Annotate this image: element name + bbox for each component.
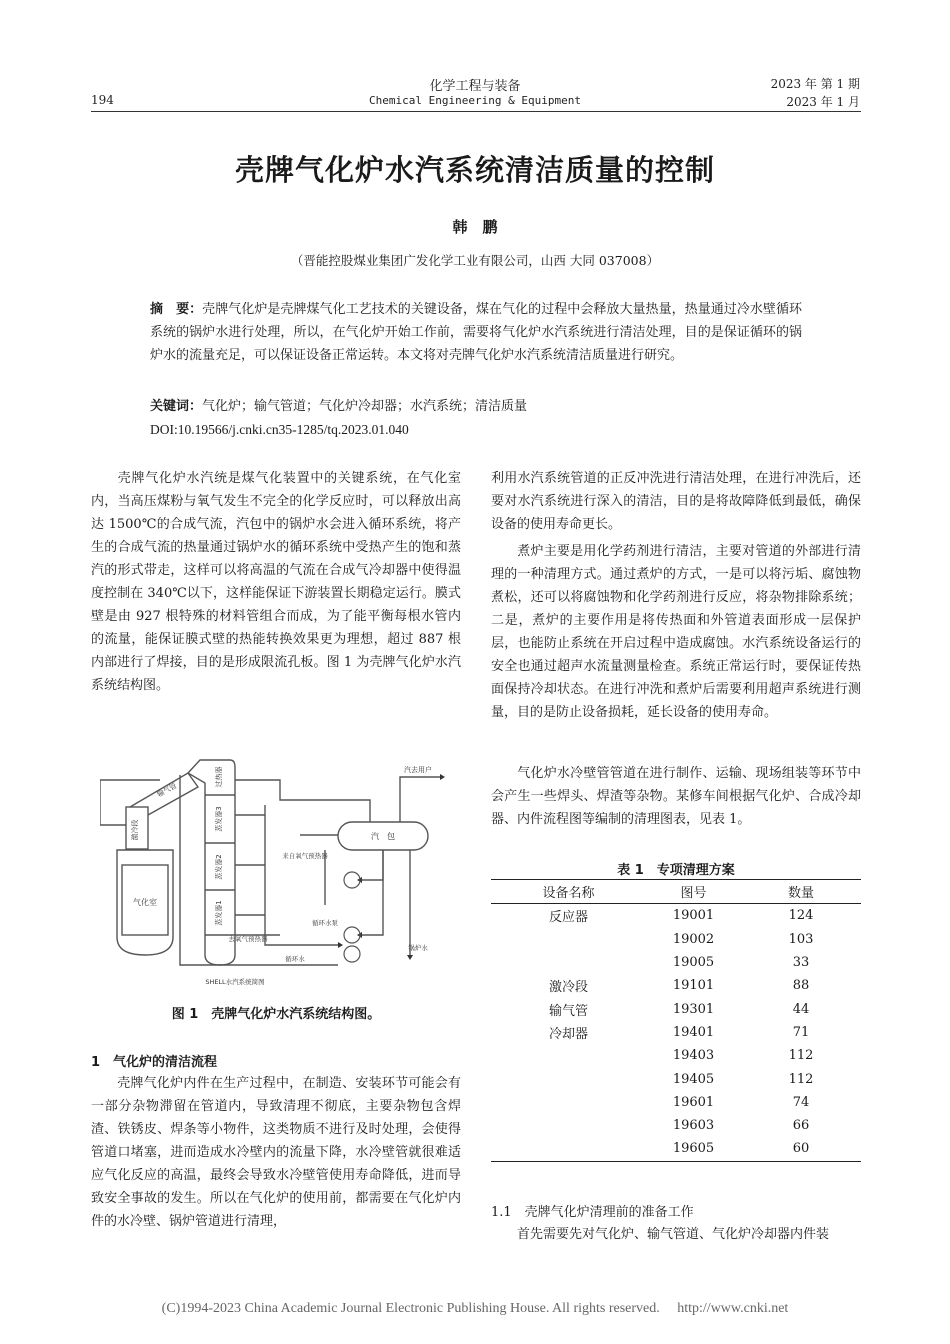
label-evap2: 蒸发器2	[215, 854, 223, 880]
table-cell: 71	[792, 1024, 810, 1040]
table-header-row	[491, 880, 861, 904]
keywords-label: 关键词：	[150, 399, 203, 414]
copyright-footer: (C)1994-2023 China Academic Journal Electronic Publishing House. All rights reserved. http://www.cnki.net	[161, 1301, 789, 1316]
table-cell: 112	[788, 1071, 814, 1087]
table-cell: 19001	[672, 908, 715, 924]
section-1-paragraph: 壳牌气化炉内件在生产过程中，在制造、安装环节可能会有一部分杂物滞留在管道内，导致清理不彻底，主要杂物包含焊渣、铁锈皮、焊条等小物件，这类物质不进行及时处理，会使得管道口堵塞，进而造成水冷壁内的流量下降，水冷壁管就很难适应气化反应的高温，最终会导致水冷壁管使用寿命降低，进而导致安全事故的发生。所以在气化炉的使用前，都需要在气化炉内件的水冷壁、锅炉管道进行清理，	[91, 1076, 461, 1229]
table-cell	[491, 1067, 646, 1090]
table-cell: 19401	[672, 1024, 715, 1040]
label-drum: 汽 包	[371, 832, 395, 841]
table-cell: 输气管	[548, 1003, 588, 1019]
author: 韩 鹏	[452, 218, 498, 236]
table-row	[491, 1021, 861, 1044]
table-cell: 反应器	[548, 910, 588, 926]
table-cell: 19002	[672, 931, 715, 947]
table-cell: 激冷段	[548, 980, 588, 996]
table-cell: 60	[741, 1137, 861, 1161]
table-cell	[491, 928, 646, 951]
table-cell: 33	[792, 955, 810, 971]
right-paragraph-2: 煮炉主要是用化学药剂进行清洁，主要对管道的外部进行清理的一种清理方式。通过煮炉的方式，一是可以将污垢、腐蚀物煮松，还可以将腐蚀物和化学药剂进行反应，将杂物排除系统；二是，煮炉的主要作用是将传热面和外管道表面形成一层保护层，也能防止系统在开启过程中造成腐蚀。水汽系统设备运行的安全也通过超声水流量测量检查。系统正常运行时，要保证传热面保持冷却状态。在进行冲洗和煮炉后需要利用超声系统进行测量，目的是防止设备损耗，延长设备的使用寿命。	[491, 544, 861, 720]
label-evap3: 蒸发器3	[215, 806, 223, 832]
table-cell: 103	[788, 931, 814, 947]
table-row	[491, 1091, 861, 1114]
table-cell	[491, 1091, 646, 1114]
table-cell	[491, 1137, 646, 1161]
table-row	[491, 951, 861, 974]
table-cell: 19101	[672, 978, 715, 994]
label-circ-water: 循环水	[285, 955, 305, 963]
table-row	[491, 974, 861, 997]
subsection-1-1-title: 1.1 壳牌气化炉清理前的准备工作	[491, 1205, 694, 1220]
label-boiler-water: 锅炉水	[408, 944, 428, 952]
label-steam-out: 汽去用户	[404, 766, 432, 774]
figure-1-caption: 图 1 壳牌气化炉水汽系统结构图。	[171, 1007, 381, 1022]
table-cell	[491, 1114, 646, 1137]
label-from-preheater: 来自氧气预热器	[282, 852, 328, 860]
table-row	[491, 997, 861, 1020]
page-number: 194	[91, 93, 114, 107]
subsection-1-1-paragraph: 首先需要先对气化炉、输气管道、气化炉冷却器内件装	[517, 1227, 830, 1242]
table-cell: 88	[792, 978, 810, 994]
table-row	[491, 1067, 861, 1090]
right-paragraph-3: 气化炉水冷壁管管道在进行制作、运输、现场组装等环节中会产生一些焊头、焊渣等杂物。某修车间根据气化炉、合成冷却器、内件流程图等编制的清理图表，见表 1。	[491, 766, 861, 827]
keywords-text: 气化炉；输气管道；气化炉冷却器；水汽系统；清洁质量	[202, 399, 528, 414]
table-1	[491, 879, 861, 1162]
table-cell: 19005	[672, 955, 715, 971]
table-row	[491, 1114, 861, 1137]
figure-1-diagram	[100, 755, 445, 990]
journal-name-en: Chemical Engineering & Equipment	[369, 94, 581, 107]
abstract-label: 摘 要：	[150, 302, 203, 317]
table-cell: 19603	[672, 1118, 715, 1134]
right-paragraph-1: 利用水汽系统管道的正反冲洗进行清洁处理，在进行冲洗后，还要对水汽系统进行深入的清洁，目的是将故障降低到最低，确保设备的使用寿命更长。	[491, 471, 861, 532]
doi: DOI:10.19566/j.cnki.cn35-1285/tq.2023.01.040	[150, 422, 409, 437]
label-transfer: 输气管	[155, 781, 179, 799]
table-cell: 冷却器	[548, 1026, 588, 1042]
table-row	[491, 1044, 861, 1067]
issue-label: 2023 年 第 1 期	[770, 77, 860, 91]
article-title: 壳牌气化炉水汽系统清洁质量的控制	[234, 153, 715, 187]
label-evap1: 蒸发器1	[215, 900, 223, 926]
table-cell: 19403	[672, 1048, 715, 1064]
section-1-title: 1 气化炉的清洁流程	[91, 1055, 218, 1070]
table-cell: 19405	[672, 1071, 715, 1087]
table-cell	[491, 1044, 646, 1067]
table-row	[491, 928, 861, 951]
affiliation: （晋能控股煤业集团广发化学工业有限公司，山西 大同 037008）	[290, 253, 660, 268]
label-quench: 激冷段	[131, 819, 139, 841]
table-row	[491, 1137, 861, 1161]
circ-pump-3	[344, 946, 360, 962]
abstract-text: 壳牌气化炉是壳牌煤气化工艺技术的关键设备，煤在气化的过程中会释放大量热量，热量通过冷水壁循环系统的锅炉水进行处理，所以，在气化炉开始工作前，需要将气化炉水汽系统进行清洁处理，目的是保证循环的锅炉水的流量充足，可以保证设备正常运转。本文将对壳牌气化炉水汽系统清洁质量进行研究。	[150, 302, 802, 363]
keywords	[150, 395, 802, 418]
table-header-cell: 数量	[741, 880, 861, 904]
table-header-cell: 图号	[646, 880, 741, 904]
table-cell: 19301	[672, 1001, 715, 1017]
label-gasifier: 气化室	[133, 898, 157, 907]
table-cell: 19605	[646, 1137, 741, 1161]
table-row	[491, 904, 861, 928]
label-pump: 循环水泵	[312, 919, 338, 927]
table-cell: 44	[792, 1001, 810, 1017]
header-rule	[91, 111, 861, 112]
label-superheater: 过热器	[215, 766, 223, 788]
table-cell: 19601	[672, 1094, 715, 1110]
abstract	[150, 298, 802, 367]
table-cell	[491, 951, 646, 974]
table-1-title: 表 1 专项清理方案	[617, 863, 735, 878]
label-system: SHELL水汽系统简图	[205, 978, 265, 986]
table-cell: 112	[788, 1048, 814, 1064]
issue-date: 2023 年 1 月	[786, 95, 860, 109]
table-header-cell: 设备名称	[491, 880, 646, 904]
intro-paragraph: 壳牌气化炉水汽统是煤气化装置中的关键系统，在气化室内，当高压煤粉与氧气发生不完全的化学反应时，可以释放出高达 1500℃的合成气流，汽包中的锅炉水会进入循环系统，将产生的合成气流的热量通过锅炉水的循环系统中受热产生的饱和蒸汽的形式带走，这样可以将高温的气流在合成气冷却器中使得温度控制在 340℃以下，这样能保证下游装置长期稳定运行。膜式壁是由 927 根特殊的材料管组合而成，为了能平衡每根水管内的流量，能保证膜式壁的热能转换效果更为理想，超过 887 根内部进行了焊接，目的是形成限流孔板。图 1 为壳牌气化炉水汽系统结构图。	[91, 471, 461, 693]
table-cell: 124	[788, 908, 814, 924]
label-to-preheater: 去氧气预热器	[228, 935, 268, 943]
table-cell: 66	[792, 1118, 810, 1134]
table-cell: 74	[792, 1094, 810, 1110]
journal-name-cn: 化学工程与装备	[429, 79, 521, 94]
